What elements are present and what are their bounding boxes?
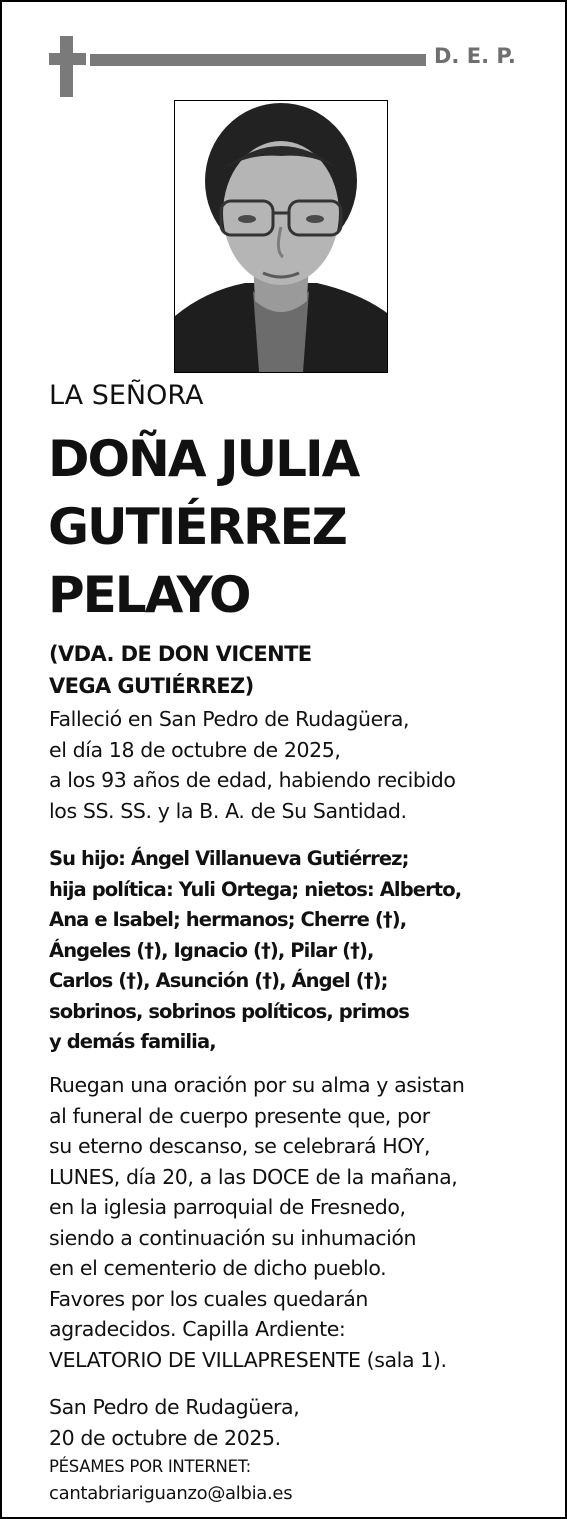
- family-line: y demás familia,: [49, 1030, 216, 1053]
- death-details: [49, 704, 456, 826]
- text-line: siendo a continuación su inhumación: [49, 1225, 417, 1250]
- lead-title: LA SEÑORA: [49, 380, 204, 411]
- cross-icon-bar: [49, 53, 86, 65]
- text-line: Ruegan una oración por su alma y asistan: [49, 1073, 465, 1097]
- condolences-email: cantabriariguanzo@albia.es: [49, 1483, 293, 1504]
- name-line: DOÑA JULIA: [48, 430, 359, 488]
- family-list: [49, 844, 461, 1058]
- family-line: sobrinos, sobrinos políticos, primos: [49, 999, 409, 1023]
- text-line: en el cementerio de dicho pueblo.: [49, 1256, 387, 1280]
- place-and-date: [49, 1392, 299, 1453]
- family-line: Carlos (†), Asunción (†), Ángel (†);: [49, 969, 388, 992]
- header-rule: [90, 54, 426, 66]
- text-line: 20 de octubre de 2025.: [49, 1425, 281, 1450]
- name-line: GUTIÉRREZ: [48, 498, 346, 556]
- text-line: Favores por los cuales quedarán: [49, 1286, 368, 1311]
- dep-label: D. E. P.: [434, 44, 516, 68]
- widow-line: (VDA. DE DON VICENTE: [49, 642, 312, 666]
- portrait-photo: [174, 100, 388, 373]
- widow-note: [49, 638, 312, 702]
- deceased-name: [48, 425, 358, 629]
- text-line: el día 18 de octubre de 2025,: [49, 737, 341, 762]
- condolences-label: PÉSAMES POR INTERNET:: [49, 1457, 251, 1476]
- cross-icon: [60, 36, 73, 97]
- text-line: en la iglesia parroquial de Fresnedo,: [49, 1195, 406, 1219]
- text-line: Falleció en San Pedro de Rudagüera,: [49, 707, 410, 731]
- text-line: a los 93 años de edad, habiendo recibido: [49, 768, 456, 792]
- text-line: los SS. SS. y la B. A. de Su Santidad.: [49, 798, 407, 823]
- family-line: Ángeles (†), Ignacio (†), Pilar (†),: [49, 938, 374, 962]
- name-line: PELAYO: [48, 566, 250, 624]
- text-line: al funeral de cuerpo presente que, por: [49, 1103, 430, 1128]
- family-line: Ana e Isabel; hermanos; Cherre (†),: [49, 908, 407, 931]
- text-line: agradecidos. Capilla Ardiente:: [49, 1317, 346, 1341]
- funeral-details: [49, 1070, 464, 1375]
- text-line: LUNES, día 20, a las DOCE de la mañana,: [49, 1164, 458, 1189]
- widow-line: VEGA GUTIÉRREZ): [49, 674, 254, 698]
- family-line: Su hijo: Ángel Villanueva Gutiérrez;: [49, 847, 409, 870]
- text-line: su eterno descanso, se celebrará HOY,: [49, 1134, 431, 1158]
- text-line: San Pedro de Rudagüera,: [49, 1395, 300, 1419]
- family-line: hija política: Yuli Ortega; nietos: Alberto,: [49, 877, 462, 901]
- text-line: VELATORIO DE VILLAPRESENTE (sala 1).: [49, 1347, 447, 1372]
